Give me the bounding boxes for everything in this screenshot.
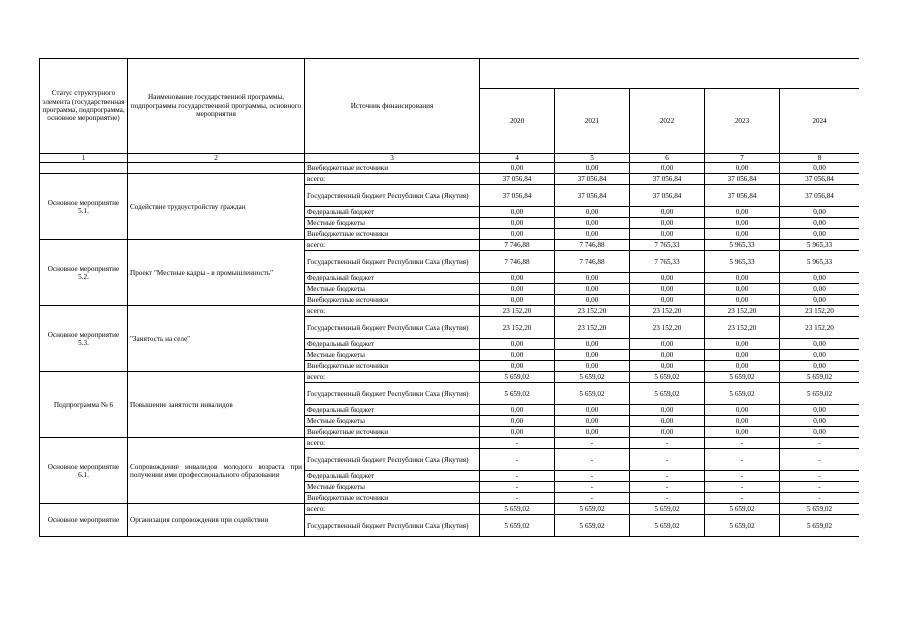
name-cell: Проект "Местные кадры - в промышленность" (128, 240, 305, 306)
value-cell: - (705, 471, 780, 482)
status-cell: Основное мероприятие 5.2. (40, 240, 128, 306)
value-cell: - (780, 449, 860, 471)
source-cell: Внебюджетные источники (305, 427, 480, 438)
table-row (40, 504, 860, 515)
source-cell: всего: (305, 372, 480, 383)
value-cell: - (480, 471, 555, 482)
header-year: 2021 (555, 89, 630, 154)
value-cell: 5 965,33 (780, 251, 860, 273)
value-cell: 0,00 (630, 405, 705, 416)
header-years-group (480, 59, 860, 89)
source-cell: Государственный бюджет Республики Саха (Якутия) (305, 185, 480, 207)
value-cell: - (555, 471, 630, 482)
value-cell: 0,00 (630, 229, 705, 240)
source-cell: Местные бюджеты (305, 482, 480, 493)
header-year: 2020 (480, 89, 555, 154)
source-cell: Государственный бюджет Республики Саха (Якутия) (305, 449, 480, 471)
column-number: 5 (555, 154, 630, 163)
value-cell: 0,00 (780, 295, 860, 306)
value-cell: 37 056,84 (480, 174, 555, 185)
value-cell: 37 056,84 (480, 185, 555, 207)
table-row (40, 306, 860, 317)
value-cell: 5 659,02 (480, 372, 555, 383)
source-cell: всего: (305, 504, 480, 515)
value-cell: 0,00 (705, 405, 780, 416)
value-cell: - (555, 482, 630, 493)
source-cell: Местные бюджеты (305, 218, 480, 229)
value-cell: 5 659,02 (705, 372, 780, 383)
value-cell: 0,00 (555, 229, 630, 240)
value-cell: 0,00 (705, 416, 780, 427)
value-cell: 0,00 (630, 427, 705, 438)
value-cell: 0,00 (705, 284, 780, 295)
value-cell: 37 056,84 (630, 174, 705, 185)
value-cell: 23 152,20 (555, 317, 630, 339)
name-cell: Организация сопровождения при содействии (128, 504, 305, 537)
value-cell: 7 746,88 (480, 240, 555, 251)
source-cell: Местные бюджеты (305, 416, 480, 427)
value-cell: 5 659,02 (780, 515, 860, 537)
header-name: Наименование государственной программы, подпрограммы государственной программы, основного мероприятия (128, 59, 305, 154)
value-cell: - (630, 482, 705, 493)
value-cell: 37 056,84 (780, 185, 860, 207)
value-cell: 0,00 (780, 416, 860, 427)
value-cell: 0,00 (780, 339, 860, 350)
source-cell: Государственный бюджет Республики Саха (Якутия) (305, 317, 480, 339)
value-cell: 0,00 (630, 273, 705, 284)
value-cell: 0,00 (480, 229, 555, 240)
value-cell: 23 152,20 (705, 306, 780, 317)
value-cell: 0,00 (555, 416, 630, 427)
value-cell: - (780, 438, 860, 449)
value-cell: 0,00 (480, 361, 555, 372)
column-number: 6 (630, 154, 705, 163)
value-cell: 5 965,33 (780, 240, 860, 251)
value-cell: 0,00 (780, 361, 860, 372)
source-cell: всего: (305, 174, 480, 185)
status-cell: Основное мероприятие 6.1. (40, 438, 128, 504)
column-number: 3 (305, 154, 480, 163)
value-cell: - (705, 482, 780, 493)
value-cell: 5 659,02 (480, 383, 555, 405)
value-cell: 0,00 (480, 416, 555, 427)
source-cell: Местные бюджеты (305, 284, 480, 295)
value-cell: 0,00 (630, 207, 705, 218)
value-cell: - (555, 493, 630, 504)
value-cell: 23 152,20 (780, 317, 860, 339)
value-cell: 0,00 (480, 405, 555, 416)
value-cell: 5 659,02 (780, 383, 860, 405)
value-cell: - (480, 438, 555, 449)
table-row (40, 372, 860, 383)
value-cell: 0,00 (555, 295, 630, 306)
value-cell: 5 659,02 (555, 383, 630, 405)
value-cell: 5 659,02 (555, 372, 630, 383)
value-cell: 0,00 (555, 284, 630, 295)
value-cell: - (630, 471, 705, 482)
value-cell: 0,00 (780, 284, 860, 295)
value-cell: 5 659,02 (630, 515, 705, 537)
source-cell: Федеральный бюджет (305, 471, 480, 482)
value-cell: 23 152,20 (630, 306, 705, 317)
value-cell: 37 056,84 (705, 185, 780, 207)
value-cell: 0,00 (480, 427, 555, 438)
value-cell: 7 746,88 (480, 251, 555, 273)
value-cell: - (480, 493, 555, 504)
value-cell: 5 659,02 (780, 504, 860, 515)
value-cell: 0,00 (780, 273, 860, 284)
value-cell: 0,00 (555, 163, 630, 174)
value-cell: 0,00 (780, 427, 860, 438)
value-cell: 0,00 (555, 273, 630, 284)
financing-table (39, 58, 859, 537)
column-number: 4 (480, 154, 555, 163)
value-cell: 5 659,02 (705, 383, 780, 405)
source-cell: Местные бюджеты (305, 350, 480, 361)
value-cell: 0,00 (555, 350, 630, 361)
value-cell: 0,00 (705, 350, 780, 361)
status-cell: Основное мероприятие 5.3. (40, 306, 128, 372)
value-cell: 0,00 (630, 339, 705, 350)
source-cell: Федеральный бюджет (305, 405, 480, 416)
value-cell: 0,00 (630, 295, 705, 306)
source-cell: Внебюджетные источники (305, 295, 480, 306)
column-number: 7 (705, 154, 780, 163)
value-cell: 0,00 (705, 339, 780, 350)
value-cell: 0,00 (480, 218, 555, 229)
name-cell: "Занятость на селе" (128, 306, 305, 372)
value-cell: 0,00 (705, 361, 780, 372)
status-cell: Основное мероприятие 5.1. (40, 174, 128, 240)
table-row (40, 240, 860, 251)
value-cell: 5 965,33 (705, 240, 780, 251)
value-cell: 23 152,20 (480, 306, 555, 317)
value-cell: - (705, 449, 780, 471)
value-cell: 5 659,02 (630, 504, 705, 515)
value-cell: 23 152,20 (630, 317, 705, 339)
source-cell: Государственный бюджет Республики Саха (Якутия) (305, 515, 480, 537)
value-cell: 0,00 (780, 405, 860, 416)
value-cell: 23 152,20 (555, 306, 630, 317)
value-cell: - (555, 449, 630, 471)
source-cell: Внебюджетные источники (305, 163, 480, 174)
value-cell: 5 965,33 (705, 251, 780, 273)
source-cell: Федеральный бюджет (305, 339, 480, 350)
value-cell: - (780, 482, 860, 493)
value-cell: 5 659,02 (630, 383, 705, 405)
value-cell: 0,00 (555, 427, 630, 438)
name-cell: Сопровождение инвалидов молодого возраста при получении ими профессионального образования (128, 438, 305, 504)
value-cell: 37 056,84 (630, 185, 705, 207)
value-cell: 0,00 (555, 405, 630, 416)
value-cell: 0,00 (630, 416, 705, 427)
value-cell: 0,00 (705, 229, 780, 240)
value-cell: 0,00 (480, 163, 555, 174)
value-cell: 0,00 (780, 350, 860, 361)
value-cell: - (705, 493, 780, 504)
value-cell: - (705, 438, 780, 449)
source-cell: всего: (305, 306, 480, 317)
source-cell: Внебюджетные источники (305, 493, 480, 504)
column-number: 1 (40, 154, 128, 163)
value-cell: 0,00 (705, 273, 780, 284)
header-year: 2022 (630, 89, 705, 154)
column-numbers-row (40, 154, 860, 163)
source-cell: Внебюджетные источники (305, 229, 480, 240)
source-cell: всего: (305, 438, 480, 449)
value-cell: - (630, 449, 705, 471)
name-cell (128, 163, 305, 174)
value-cell: 37 056,84 (705, 174, 780, 185)
value-cell: 37 056,84 (780, 174, 860, 185)
name-cell: Повышение занятости инвалидов (128, 372, 305, 438)
header-status: Статус структурного элемента (государственная программа, подпрограмма, основное мероприятие) (40, 59, 128, 154)
value-cell: 0,00 (555, 339, 630, 350)
table-row (40, 438, 860, 449)
name-cell: Содействие трудоустройству граждан (128, 174, 305, 240)
status-cell: Подпрограмма № 6 (40, 372, 128, 438)
value-cell: 5 659,02 (480, 515, 555, 537)
value-cell: - (630, 438, 705, 449)
value-cell: 0,00 (705, 163, 780, 174)
value-cell: 0,00 (480, 295, 555, 306)
status-cell: Основное мероприятие (40, 504, 128, 537)
value-cell: 0,00 (480, 273, 555, 284)
value-cell: 0,00 (780, 163, 860, 174)
column-number: 8 (780, 154, 860, 163)
table-row (40, 163, 860, 174)
value-cell: 5 659,02 (480, 504, 555, 515)
value-cell: 0,00 (780, 218, 860, 229)
value-cell: 0,00 (480, 350, 555, 361)
value-cell: 23 152,20 (705, 317, 780, 339)
status-cell (40, 163, 128, 174)
value-cell: 7 746,88 (555, 240, 630, 251)
value-cell: 23 152,20 (480, 317, 555, 339)
value-cell: 0,00 (705, 218, 780, 229)
value-cell: 5 659,02 (630, 372, 705, 383)
value-cell: 37 056,84 (555, 174, 630, 185)
document-page (39, 58, 859, 550)
value-cell: 0,00 (480, 284, 555, 295)
source-cell: Федеральный бюджет (305, 273, 480, 284)
value-cell: 0,00 (555, 361, 630, 372)
source-cell: Государственный бюджет Республики Саха (Якутия) (305, 383, 480, 405)
value-cell: 0,00 (705, 427, 780, 438)
value-cell: 0,00 (555, 207, 630, 218)
value-cell: 0,00 (480, 207, 555, 218)
value-cell: 0,00 (780, 207, 860, 218)
value-cell: - (555, 438, 630, 449)
value-cell: 5 659,02 (555, 504, 630, 515)
value-cell: 0,00 (630, 361, 705, 372)
column-number: 2 (128, 154, 305, 163)
value-cell: 5 659,02 (705, 515, 780, 537)
source-cell: Государственный бюджет Республики Саха (Якутия) (305, 251, 480, 273)
value-cell: 0,00 (630, 284, 705, 295)
value-cell: 5 659,02 (780, 372, 860, 383)
value-cell: - (480, 482, 555, 493)
value-cell: 0,00 (780, 229, 860, 240)
header-row (40, 59, 860, 89)
source-cell: Федеральный бюджет (305, 207, 480, 218)
value-cell: 0,00 (555, 218, 630, 229)
value-cell: - (780, 493, 860, 504)
value-cell: 7 746,88 (555, 251, 630, 273)
source-cell: всего: (305, 240, 480, 251)
header-year: 2023 (705, 89, 780, 154)
value-cell: 5 659,02 (555, 515, 630, 537)
value-cell: 7 765,33 (630, 251, 705, 273)
table-row (40, 174, 860, 185)
value-cell: 5 659,02 (705, 504, 780, 515)
value-cell: 0,00 (630, 350, 705, 361)
value-cell: 0,00 (480, 339, 555, 350)
value-cell: - (630, 493, 705, 504)
value-cell: 0,00 (630, 163, 705, 174)
header-source: Источник финансирования (305, 59, 480, 154)
header-year: 2024 (780, 89, 860, 154)
value-cell: 0,00 (705, 207, 780, 218)
value-cell: 7 765,33 (630, 240, 705, 251)
value-cell: - (480, 449, 555, 471)
value-cell: - (780, 471, 860, 482)
value-cell: 23 152,20 (780, 306, 860, 317)
value-cell: 0,00 (705, 295, 780, 306)
source-cell: Внебюджетные источники (305, 361, 480, 372)
value-cell: 37 056,84 (555, 185, 630, 207)
value-cell: 0,00 (630, 218, 705, 229)
